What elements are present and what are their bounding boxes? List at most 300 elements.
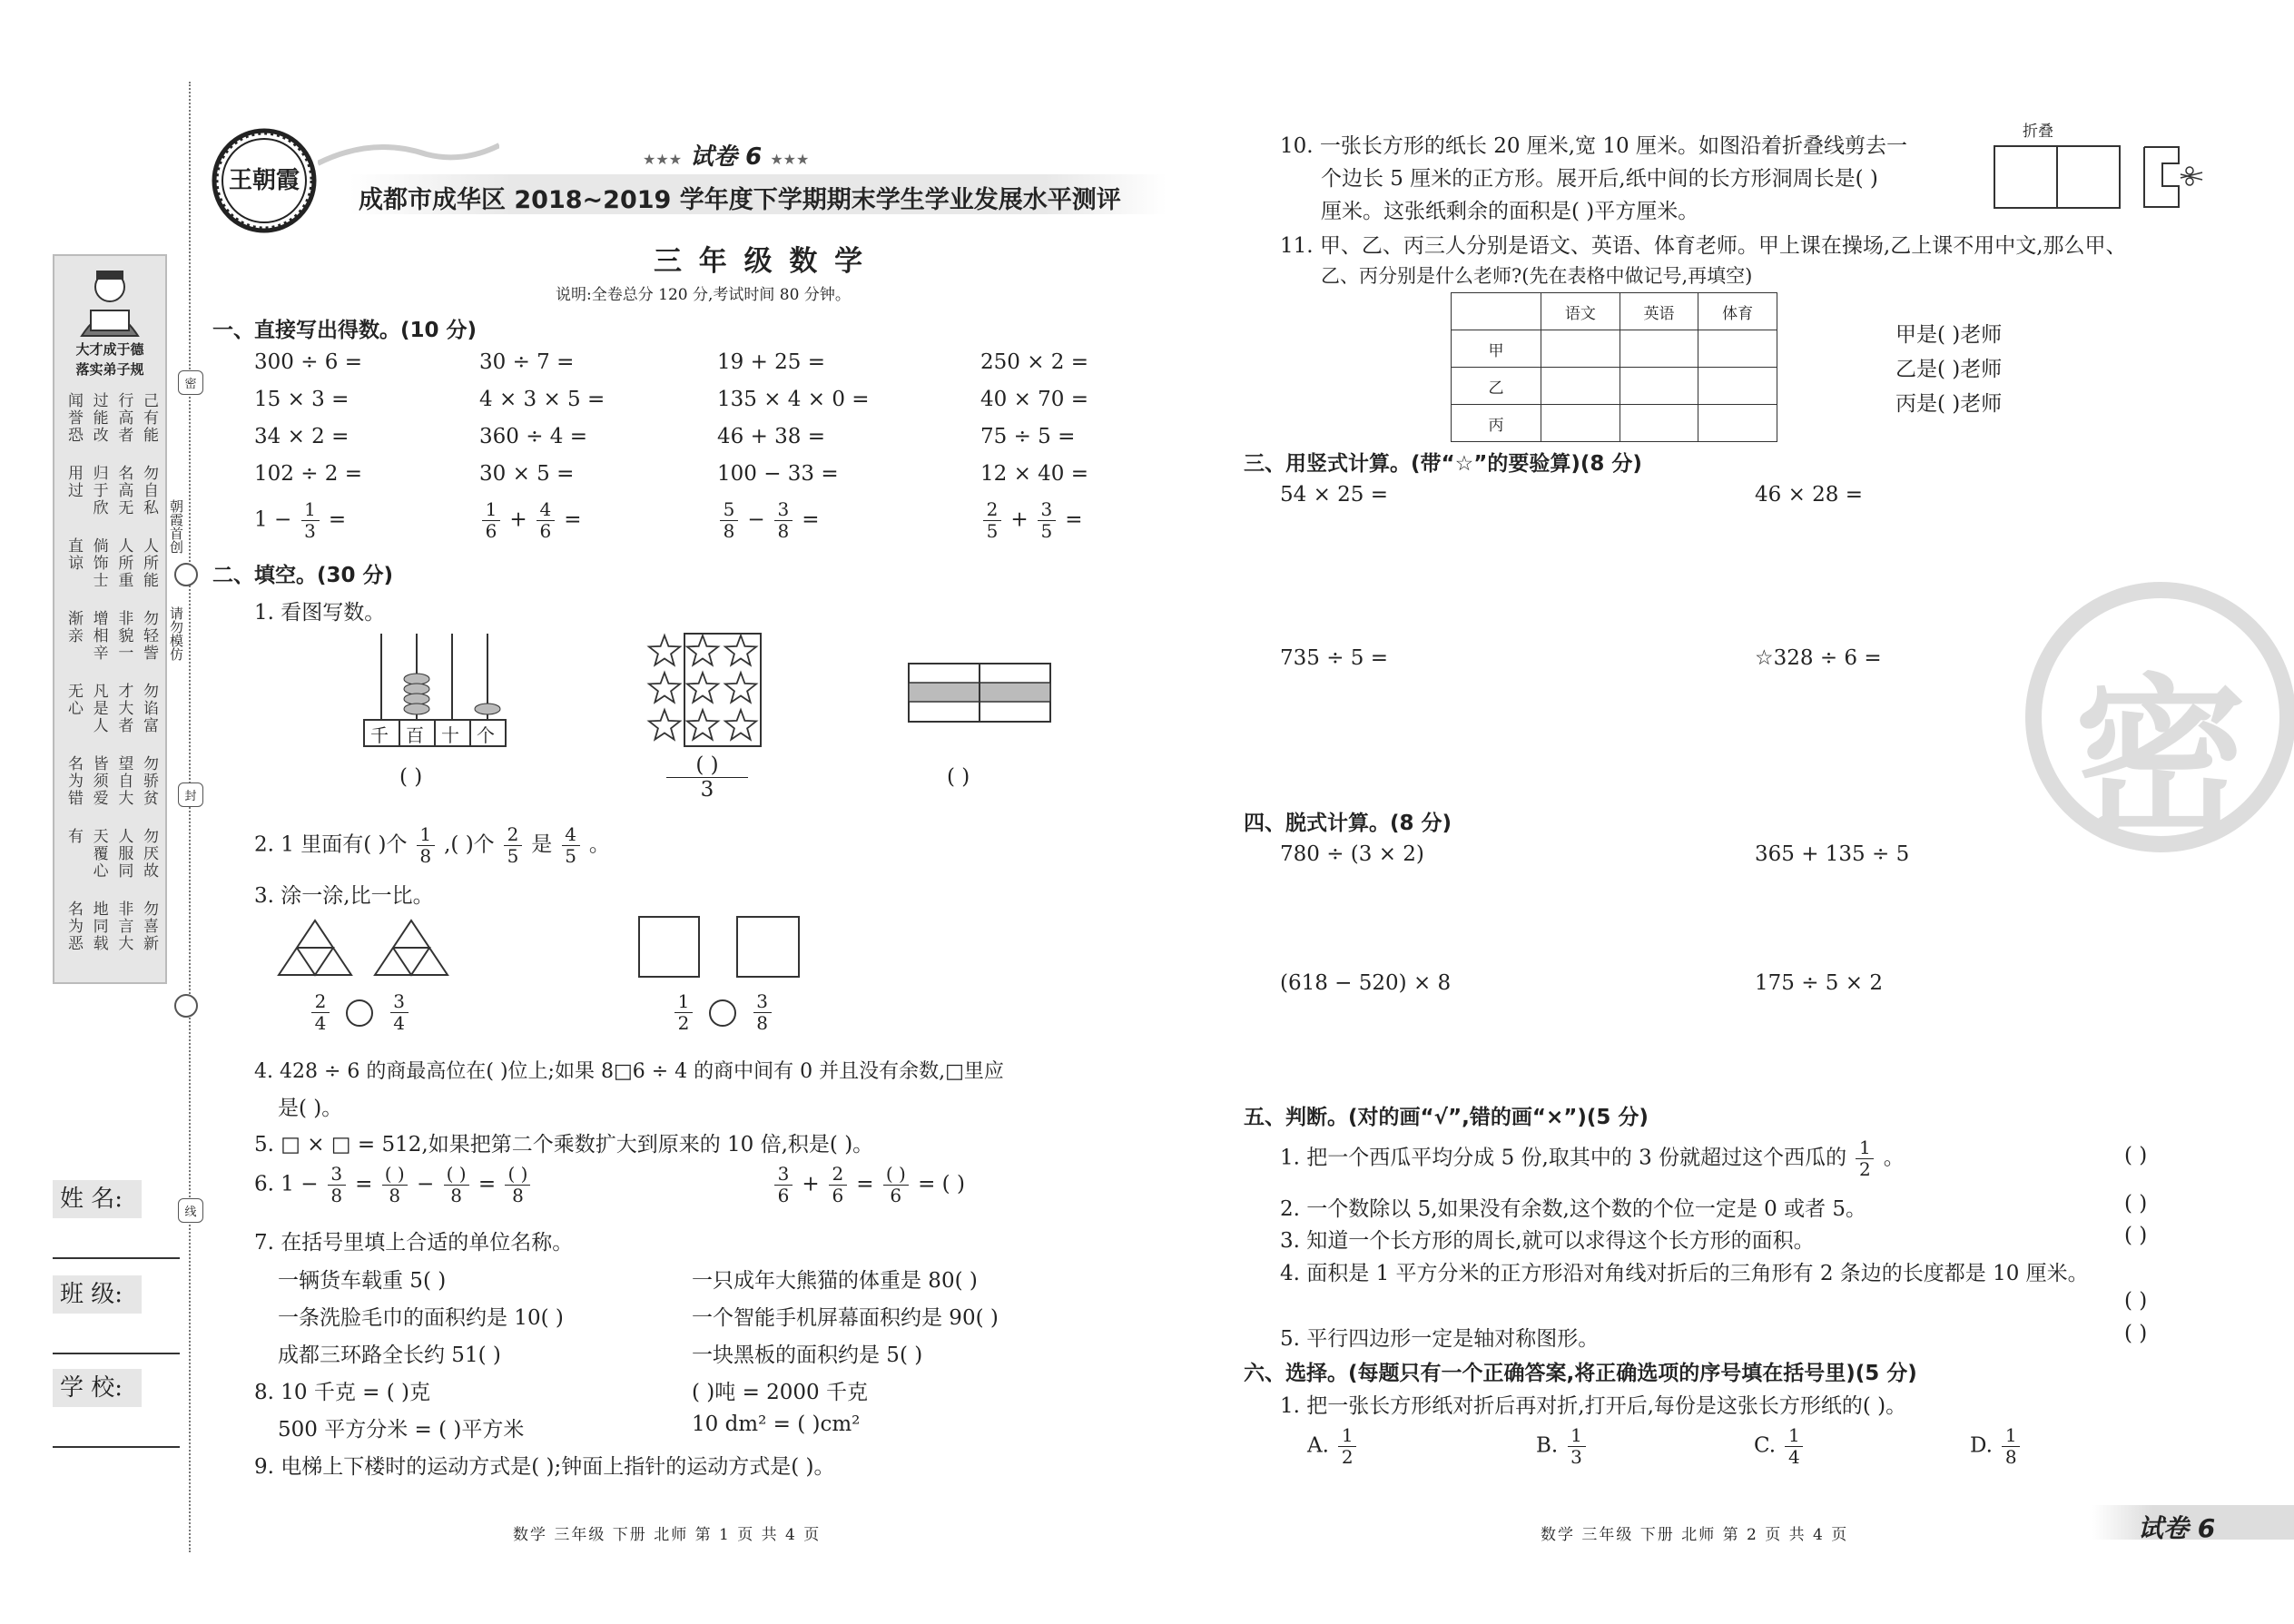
q10-line1: 10. 一张长方形的纸长 20 厘米,宽 10 厘米。如图沿着折叠线剪去一 <box>1280 134 1907 158</box>
frac-a <box>301 499 320 542</box>
stars-figure <box>645 632 763 748</box>
binding-dotted-line <box>189 82 191 1552</box>
s4-item-0: 780 ÷ (3 × 2) <box>1280 842 1424 866</box>
q6r-f3 <box>883 1164 909 1206</box>
q6-f4d: 8 <box>512 1185 524 1206</box>
maxim-column: 有 <box>64 828 83 845</box>
name-field-line[interactable] <box>53 1257 180 1259</box>
frac-c1 <box>720 499 738 542</box>
abacus-figure <box>363 634 507 747</box>
maxim-column: 天覆心 <box>89 828 108 880</box>
table-row <box>1452 368 1777 405</box>
frac-c2-n: 3 <box>774 499 793 521</box>
frac-d2 <box>1038 499 1056 542</box>
frac-b-post: = <box>564 507 582 532</box>
maxim-column: 勿骄贫 <box>139 755 158 807</box>
abacus-label-shi: 十 <box>441 724 459 746</box>
q2-f2n: 2 <box>504 824 522 846</box>
school-field-label: 学 校: <box>53 1369 142 1407</box>
q7-item-1-1: 一个智能手机屏幕面积约是 90( ) <box>692 1306 999 1330</box>
q6r-plus: + <box>802 1172 820 1196</box>
q7-item-1-0: 一条洗脸毛巾的面积约是 10( ) <box>278 1306 564 1330</box>
frac-d1 <box>983 499 1001 542</box>
sidebar-maxims-panel <box>53 254 167 984</box>
s1-r0c2: 19 + 25 = <box>717 350 826 374</box>
motto-line-2: 落实弟子规 <box>75 361 144 378</box>
q6r-f1n: 3 <box>774 1164 793 1186</box>
q9-text: 9. 电梯上下楼时的运动方式是( );钟面上指针的运动方式是( )。 <box>254 1455 835 1479</box>
s1-frac-c <box>717 499 820 542</box>
opt-d-label: D. <box>1970 1433 1993 1458</box>
q2-frac2 <box>504 824 522 867</box>
table-cell[interactable] <box>1620 330 1698 368</box>
exam-note: 说明:全卷总分 120 分,考试时间 80 分钟。 <box>556 286 851 304</box>
s1-r3c3: 12 × 40 = <box>980 462 1089 486</box>
table-cell[interactable] <box>1698 330 1777 368</box>
q6-f2n[interactable]: ( ) <box>382 1164 408 1186</box>
q2-mid: ,( )个 <box>444 832 495 857</box>
maxim-column: 勿厌故 <box>139 828 158 880</box>
class-field-label: 班 级: <box>53 1275 142 1314</box>
frac-d2-d: 5 <box>1040 520 1053 542</box>
q1-blank-bar[interactable]: ( ) <box>947 765 970 789</box>
table-cell[interactable] <box>1620 368 1698 405</box>
q6-eq2: = <box>478 1172 497 1196</box>
banner-stars-right: ★★★ <box>770 151 810 168</box>
maxim-column: 归于欣 <box>89 465 108 517</box>
opt-a-d: 2 <box>1341 1446 1354 1468</box>
q3r-f1d: 2 <box>677 1012 690 1034</box>
frac-d1-n: 2 <box>983 499 1001 521</box>
q6r-f2n: 2 <box>829 1164 847 1186</box>
frac-c-op: − <box>747 507 765 532</box>
maxim-column: 直谅 <box>64 537 83 572</box>
s5-q1-frac <box>1856 1137 1874 1180</box>
maxim-group <box>62 392 160 461</box>
footer-right: 数学 三年级 下册 北师 第 2 页 共 4 页 <box>1541 1526 1849 1544</box>
opt-c-d: 4 <box>1788 1446 1800 1468</box>
maxim-column: 非言大 <box>114 901 133 952</box>
frac-b2-d: 6 <box>539 520 552 542</box>
table-head-english: 英语 <box>1620 293 1698 330</box>
watermark-char: 密 <box>2073 659 2247 860</box>
q6r-f3n[interactable]: ( ) <box>883 1164 909 1186</box>
q1-blank-abacus[interactable]: ( ) <box>399 765 423 789</box>
maxim-column: 人所能 <box>139 537 158 589</box>
maxim-column: 增相辛 <box>89 610 108 662</box>
s1-r2c0: 34 × 2 = <box>254 425 350 448</box>
s5-paren-4[interactable]: ( ) <box>2124 1289 2148 1313</box>
s1-r0c0: 300 ÷ 6 = <box>254 350 363 374</box>
stars-denominator: 3 <box>700 778 714 802</box>
scissors-cut-diagram <box>2142 145 2206 209</box>
frac-a-post: = <box>328 507 347 532</box>
q3r-f1 <box>674 991 693 1034</box>
q4-line2: 是( )。 <box>278 1097 343 1120</box>
maxim-column: 勿谄富 <box>139 683 158 734</box>
q6r-tail[interactable]: = ( ) <box>918 1172 965 1196</box>
logo-badge <box>211 127 318 234</box>
maxim-group <box>62 610 160 679</box>
s5-q4: 4. 面积是 1 平方分米的正方形沿对角线对折后的三角形有 2 条边的长度都是 10 厘米。 <box>1280 1262 2089 1285</box>
q3-text: 3. 涂一涂,比一比。 <box>254 884 434 908</box>
frac-d2-n: 3 <box>1038 499 1056 521</box>
frac-a-pre: 1 − <box>254 507 292 532</box>
s6-option-b[interactable] <box>1536 1425 1589 1468</box>
frac-a-d: 3 <box>304 520 316 542</box>
section4-heading: 四、脱式计算。(8 分) <box>1244 812 1452 835</box>
maxim-column: 才大者 <box>114 683 133 734</box>
s1-frac-a <box>254 499 346 542</box>
maxim-column: 己有能 <box>139 392 158 444</box>
maxim-column: 凡是人 <box>89 683 108 734</box>
q6r-f2 <box>829 1164 847 1206</box>
opt-b-label: B. <box>1536 1433 1559 1458</box>
banner-text: 试卷 6 <box>690 143 763 171</box>
fold-label: 折叠 <box>2023 123 2053 141</box>
s5-q2: 2. 一个数除以 5,如果没有余数,这个数的个位一定是 0 或者 5。 <box>1280 1197 1867 1221</box>
q7-item-0-0: 一辆货车载重 5( ) <box>278 1269 447 1293</box>
q2-frac1 <box>417 824 435 867</box>
abacus-label-qian: 千 <box>370 724 389 746</box>
s5-paren-1[interactable]: ( ) <box>2124 1144 2148 1167</box>
opt-b-d: 3 <box>1570 1446 1582 1468</box>
frac-b-op: + <box>509 507 527 532</box>
s5-paren-3[interactable]: ( ) <box>2124 1224 2148 1247</box>
section5-heading: 五、判断。(对的画“√”,错的画“×”)(5 分) <box>1244 1106 1649 1129</box>
q3-left-compare <box>309 991 411 1034</box>
q2-f2d: 5 <box>507 845 519 867</box>
star-icon <box>649 635 680 665</box>
compare-circle-icon[interactable] <box>346 999 373 1027</box>
q6r-f1 <box>774 1164 793 1206</box>
frac-d-post: = <box>1065 507 1083 532</box>
star-icon <box>649 673 680 703</box>
maxim-column: 非貌一 <box>114 610 133 662</box>
maxim-column: 名高无 <box>114 465 133 517</box>
frac-c2 <box>774 499 793 542</box>
s1-r1c3: 40 × 70 = <box>980 388 1089 411</box>
s1-r1c2: 135 × 4 × 0 = <box>717 388 870 411</box>
abacus-label-ge: 个 <box>477 724 495 746</box>
maxim-group <box>62 683 160 752</box>
table-row <box>1452 405 1777 442</box>
fraction-bar-figure <box>908 663 1051 723</box>
maxim-group <box>62 901 160 969</box>
q2-text <box>254 824 610 867</box>
q11-line1: 11. 甲、乙、丙三人分别是语文、英语、体育老师。甲上课在操场,乙上课不用中文,那么甲、 <box>1280 234 2127 258</box>
q3r-f1n: 1 <box>674 991 693 1013</box>
answer-jia[interactable]: 甲是( )老师 <box>1895 323 2003 347</box>
q1-text: 1. 看图写数。 <box>254 601 386 625</box>
table-cell[interactable] <box>1541 405 1620 442</box>
q6r-eq: = <box>856 1172 874 1196</box>
s1-r3c0: 102 ÷ 2 = <box>254 462 363 486</box>
q6-f3 <box>444 1164 469 1206</box>
s5-q1-post: 。 <box>1883 1146 1905 1170</box>
q7-item-2-1: 一块黑板的面积约是 5( ) <box>692 1343 923 1367</box>
table-row <box>1452 330 1777 368</box>
q6-eq1: = <box>355 1172 373 1196</box>
opt-a-label: A. <box>1307 1433 1329 1458</box>
frac-b1 <box>482 499 500 542</box>
frac-c-post: = <box>802 507 820 532</box>
q6-f2 <box>382 1164 408 1206</box>
opt-d-d: 8 <box>2004 1446 2017 1468</box>
maxim-column: 人所重 <box>114 537 133 589</box>
s1-r1c0: 15 × 3 = <box>254 388 350 411</box>
maxim-group <box>62 755 160 824</box>
q2-f3d: 5 <box>565 845 576 867</box>
table-row-yi: 乙 <box>1452 368 1541 405</box>
table-head-pe: 体育 <box>1698 293 1777 330</box>
q6r-f2d: 6 <box>832 1185 844 1206</box>
q2-mid2: 是 <box>531 832 553 857</box>
exam-title: 成都市成华区 2018~2019 学年度下学期期末学生学业发展水平测评 <box>359 186 1121 214</box>
compare-circle-icon-2[interactable] <box>709 999 736 1027</box>
table-head-blank <box>1452 293 1541 330</box>
opt-d-frac <box>2002 1425 2020 1468</box>
maxim-column: 倘饰士 <box>89 537 108 589</box>
s3-item-2: 735 ÷ 5 = <box>1280 646 1389 670</box>
opt-c-label: C. <box>1754 1433 1777 1458</box>
opt-a-n: 1 <box>1338 1425 1356 1447</box>
star-icon <box>687 673 718 703</box>
s1-r2c1: 360 ÷ 4 = <box>479 425 588 448</box>
table-cell[interactable] <box>1541 330 1620 368</box>
s6-option-d[interactable] <box>1970 1425 2023 1468</box>
logo-text: 王朝霞 <box>228 167 300 194</box>
q6r-f1d: 6 <box>777 1185 790 1206</box>
q8-item-1-1: 10 dm² = ( )cm² <box>692 1412 861 1436</box>
s4-item-1: 365 + 135 ÷ 5 <box>1755 842 1910 866</box>
ribbon-decoration <box>318 136 499 172</box>
q6-f3n[interactable]: ( ) <box>444 1164 469 1186</box>
tag-feng: 封 <box>178 782 203 807</box>
q6-f2d: 8 <box>389 1185 401 1206</box>
q2-pre: 2. 1 里面有( )个 <box>254 832 408 857</box>
answer-bing[interactable]: 丙是( )老师 <box>1895 392 2003 416</box>
s1-r2c3: 75 ÷ 5 = <box>980 425 1076 448</box>
q8-item-0-0: 8. 10 千克 = ( )克 <box>254 1381 430 1404</box>
frac-d1-d: 5 <box>986 520 999 542</box>
s5-q3: 3. 知道一个长方形的周长,就可以求得这个长方形的面积。 <box>1280 1229 1815 1253</box>
table-cell[interactable] <box>1698 405 1777 442</box>
class-field-line[interactable] <box>53 1353 180 1354</box>
opt-c-frac <box>1785 1425 1803 1468</box>
seal-bottom-text: 请勿模仿 <box>168 606 184 661</box>
stars-fraction <box>666 753 748 802</box>
s5-paren-2[interactable]: ( ) <box>2124 1192 2148 1216</box>
q7-text: 7. 在括号里填上合适的单位名称。 <box>254 1231 574 1255</box>
subject-title: 三 年 级 数 学 <box>654 245 867 278</box>
name-field-label: 姓 名: <box>53 1180 142 1218</box>
s5-paren-5[interactable]: ( ) <box>2124 1322 2148 1345</box>
q8-item-1-0: 500 平方分米 = ( )平方米 <box>278 1418 525 1442</box>
frac-b2-n: 4 <box>537 499 555 521</box>
frac-b1-d: 6 <box>485 520 497 542</box>
frac-b2 <box>537 499 555 542</box>
opt-b-n: 1 <box>1568 1425 1586 1447</box>
q6-minus: − <box>416 1172 435 1196</box>
star-icon <box>725 710 756 740</box>
s1-r3c2: 100 − 33 = <box>717 462 839 486</box>
s3-item-0: 54 × 25 = <box>1280 483 1389 507</box>
q2-f3n: 4 <box>562 824 580 846</box>
q3l-f1 <box>311 991 330 1034</box>
s1-frac-d <box>980 499 1083 542</box>
section6-heading: 六、选择。(每题只有一个正确答案,将正确选项的序号填在括号里)(5 分) <box>1244 1362 1917 1385</box>
q8-item-0-1: ( )吨 = 2000 千克 <box>692 1381 868 1404</box>
squares-figure <box>637 915 801 979</box>
s5-q1-pre: 1. 把一个西瓜平均分成 5 份,取其中的 3 份就超过这个西瓜的 <box>1280 1146 1847 1170</box>
maxim-column: 过能改 <box>89 392 108 444</box>
q10-line2: 个边长 5 厘米的正方形。展开后,纸中间的长方形洞周长是( ) <box>1321 167 1878 191</box>
opt-b-frac <box>1568 1425 1586 1468</box>
q3-right-compare <box>672 991 774 1034</box>
banner-label <box>643 138 809 172</box>
maxim-column: 闻誉恐 <box>64 392 83 444</box>
q6-text <box>254 1164 533 1206</box>
q3l-f2d: 4 <box>393 1012 405 1034</box>
table-cell[interactable] <box>1698 368 1777 405</box>
table-row-jia: 甲 <box>1452 330 1541 368</box>
watermark-seal <box>2024 581 2294 860</box>
q2-f1n: 1 <box>417 824 435 846</box>
q10-line3: 厘米。这张纸剩余的面积是( )平方厘米。 <box>1321 200 1699 223</box>
maxim-column: 望自大 <box>114 755 133 807</box>
s1-r0c3: 250 × 2 = <box>980 350 1089 374</box>
q6-f1 <box>328 1164 346 1206</box>
s4-item-3: 175 ÷ 5 × 2 <box>1755 971 1883 995</box>
opt-c-n: 1 <box>1785 1425 1803 1447</box>
q6-f4 <box>505 1164 530 1206</box>
s5-q1-d: 2 <box>1859 1158 1871 1180</box>
table-cell[interactable] <box>1620 405 1698 442</box>
q3l-f1n: 2 <box>311 991 330 1013</box>
q6-right <box>772 1164 965 1206</box>
footer-left: 数学 三年级 下册 北师 第 1 页 共 4 页 <box>513 1526 822 1544</box>
table-head-chinese: 语文 <box>1541 293 1620 330</box>
q3r-f2 <box>753 991 772 1034</box>
q11-line2: 乙、丙分别是什么老师?(先在表格中做记号,再填空) <box>1321 265 1753 287</box>
s3-item-1: 46 × 28 = <box>1755 483 1864 507</box>
stars-blank[interactable]: ( ) <box>666 753 748 778</box>
star-icon <box>649 710 680 740</box>
maxim-column: 皆须爱 <box>89 755 108 807</box>
frac-c1-n: 5 <box>720 499 738 521</box>
maxim-text-grid <box>62 392 160 973</box>
star-icon <box>725 635 756 665</box>
maxim-column: 名为恶 <box>64 901 83 952</box>
motto-line-1: 大才成于德 <box>75 341 144 358</box>
star-icon <box>687 635 718 665</box>
q5-text: 5. □ × □ = 512,如果把第二个乘数扩大到原来的 10 倍,积是( )。 <box>254 1133 874 1156</box>
seal-circle-icon <box>174 563 198 586</box>
table-row-bing: 丙 <box>1452 405 1541 442</box>
section1-heading: 一、直接写出得数。(10 分) <box>212 319 478 342</box>
seal-top-text: 朝霞首创 <box>168 499 184 554</box>
s5-q1 <box>1280 1137 1905 1180</box>
maxim-column: 勿喜新 <box>139 901 158 952</box>
q6-pre: 6. 1 − <box>254 1172 319 1196</box>
s6-q1: 1. 把一张长方形纸对折后再对折,打开后,每份是这张长方形纸的( )。 <box>1280 1394 1907 1418</box>
s6-option-a[interactable] <box>1307 1425 1359 1468</box>
school-field-line[interactable] <box>53 1446 180 1448</box>
maxim-group <box>62 828 160 897</box>
banner-stars-left: ★★★ <box>643 151 683 168</box>
q3l-f2n: 3 <box>390 991 409 1013</box>
q4-line1: 4. 428 ÷ 6 的商最高位在( )位上;如果 8□6 ÷ 4 的商中间有 0 并且没有余数,□里应 <box>254 1060 1004 1083</box>
q2-f1d: 8 <box>419 845 432 867</box>
tag-xian: 线 <box>178 1198 203 1223</box>
s1-frac-b <box>479 499 582 542</box>
q6-f1n: 3 <box>328 1164 346 1186</box>
q7-item-0-1: 一只成年大熊猫的体重是 80( ) <box>692 1269 978 1293</box>
q3r-f2n: 3 <box>753 991 772 1013</box>
teacher-logic-table <box>1451 292 1777 442</box>
s1-r3c1: 30 × 5 = <box>479 462 575 486</box>
answer-yi[interactable]: 乙是( )老师 <box>1895 358 2003 381</box>
mascot-figure <box>71 265 149 338</box>
q7-item-2-0: 成都三环路全长约 51( ) <box>278 1343 501 1367</box>
q3r-f2d: 8 <box>756 1012 768 1034</box>
tag-mi: 密 <box>178 370 203 395</box>
maxim-column: 勿轻訾 <box>139 610 158 662</box>
maxim-column: 无心 <box>64 683 83 717</box>
maxim-group <box>62 465 160 534</box>
triangles-figure <box>277 919 449 977</box>
s5-q5: 5. 平行四边形一定是轴对称图形。 <box>1280 1327 1600 1351</box>
s5-q1-n: 1 <box>1856 1137 1874 1159</box>
star-icon <box>725 673 756 703</box>
q6r-f3d: 6 <box>890 1185 902 1206</box>
maxim-column: 行高者 <box>114 392 133 444</box>
section3-heading: 三、用竖式计算。(带“☆”的要验算)(8 分) <box>1244 452 1642 476</box>
q6-f1d: 8 <box>330 1185 343 1206</box>
q2-post: 。 <box>588 832 610 857</box>
q3l-f1d: 4 <box>314 1012 327 1034</box>
maxim-column: 勿自私 <box>139 465 158 517</box>
s6-option-c[interactable] <box>1754 1425 1806 1468</box>
maxim-column: 用过 <box>64 465 83 499</box>
table-cell[interactable] <box>1541 368 1620 405</box>
q6-f4n[interactable]: ( ) <box>505 1164 530 1186</box>
s4-item-2: (618 − 520) × 8 <box>1280 971 1452 995</box>
maxim-column: 地同载 <box>89 901 108 952</box>
opt-a-frac <box>1338 1425 1356 1468</box>
frac-b1-n: 1 <box>482 499 500 521</box>
abacus-label-bai: 百 <box>406 724 424 746</box>
s1-r2c2: 46 + 38 = <box>717 425 826 448</box>
frac-c1-d: 8 <box>723 520 735 542</box>
footer-tag: 试卷 6 <box>2138 1513 2216 1543</box>
maxim-group <box>62 537 160 606</box>
seal-circle-icon-2 <box>174 994 198 1018</box>
frac-d-op: + <box>1010 507 1029 532</box>
frac-c2-d: 8 <box>777 520 790 542</box>
frac-a-n: 1 <box>301 499 320 521</box>
s1-r0c1: 30 ÷ 7 = <box>479 350 575 374</box>
q6-f3d: 8 <box>450 1185 462 1206</box>
maxim-column: 人服同 <box>114 828 133 880</box>
s1-r1c1: 4 × 3 × 5 = <box>479 388 605 411</box>
maxim-column: 渐亲 <box>64 610 83 645</box>
table-header-row <box>1452 293 1777 330</box>
q3l-f2 <box>390 991 409 1034</box>
star-icon <box>687 710 718 740</box>
fold-diagram <box>1994 145 2121 209</box>
